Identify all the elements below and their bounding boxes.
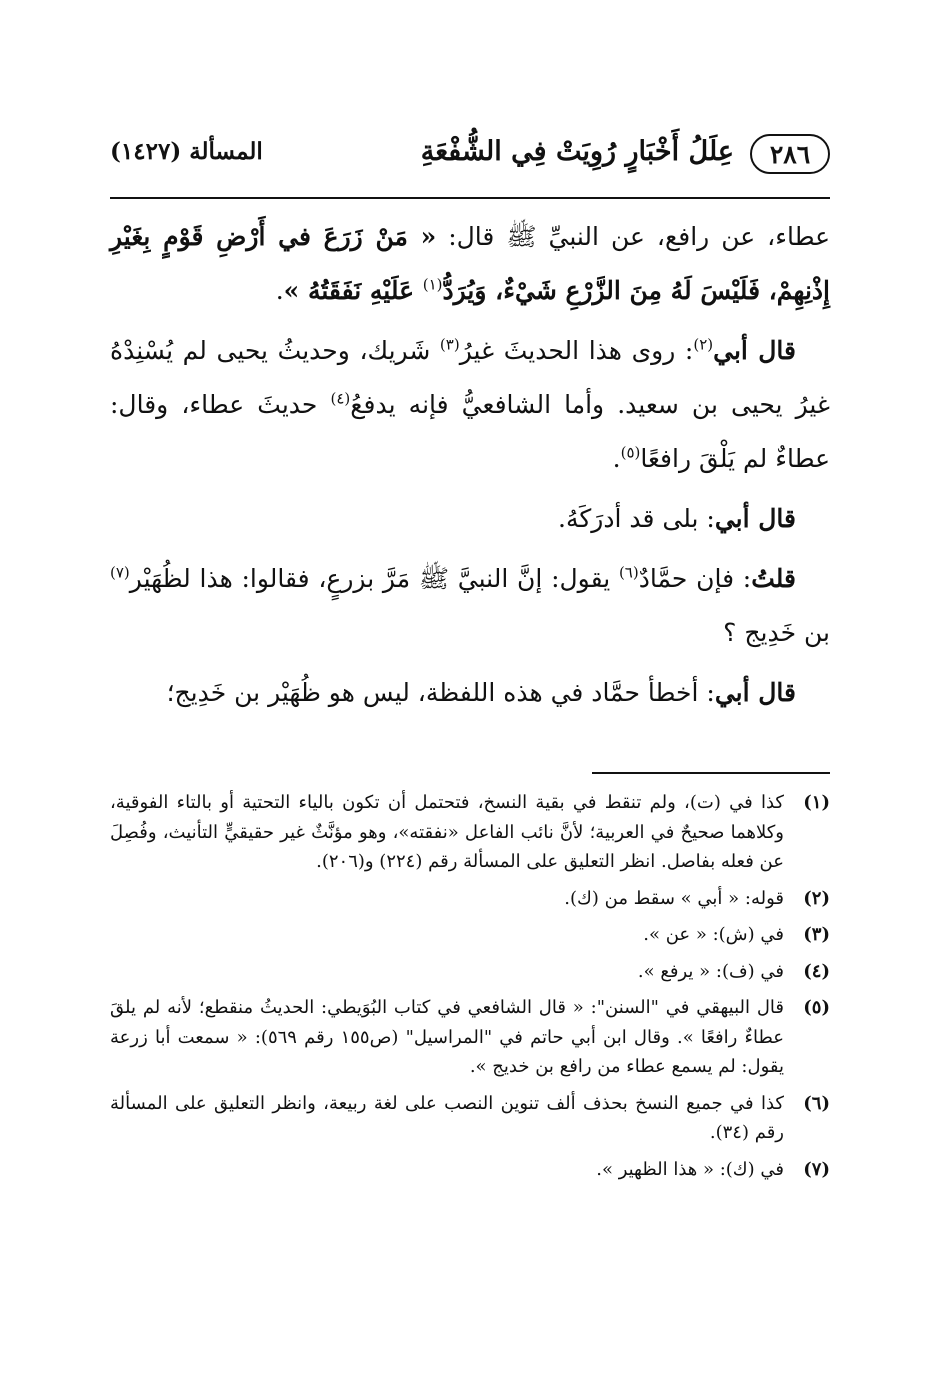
footnote-text: في (ف): « يرفع ».	[637, 960, 784, 982]
footnote-ref-4: (٤)	[330, 389, 351, 408]
book-title: عِلَلُ أَخْبَارٍ رُوِيَتْ فِي الشُّفْعَةِ	[420, 136, 734, 167]
paragraph-3	[110, 492, 830, 546]
text-run: بن خَدِيج ؟	[723, 618, 830, 647]
main-text	[110, 210, 830, 726]
footnote-ref-1: (١)	[422, 275, 443, 294]
speaker-label: قلتُ	[751, 564, 796, 593]
text-run: شَريك، وحديثُ يحيى لم يُسْنِدْهُ غيرُ يحيى بن سعيد. وأما الشافعيُّ فإنه يدفعُ	[110, 336, 830, 419]
text-run: : فإن حمَّادٌ	[638, 564, 752, 593]
footnote-number: (٤)	[803, 960, 830, 982]
footnote-number: (٣)	[803, 924, 830, 945]
footnote-text: كذا في (ت)، ولم تنقط في بقية النسخ، فتحتمل أن تكون بالياء التحتية أو بالتاء الفوقية، وكلاهما صحيحٌ في العربية؛ لأنَّ نائب الفاعل «نفقته»، وهو مؤنَّثٌ غير حقيقيٍّ التأنيث، وفُصِلَ عن فعله بفاصل. انظر التعليق على المسألة رقم (٢٢٤) و(٢٠٦).	[110, 792, 784, 872]
speaker-label: قال أبي	[713, 336, 796, 365]
issue-number: المسألة (١٤٢٧)	[110, 138, 263, 165]
footnote-ref-5: (٥)	[620, 443, 641, 462]
text-run: : أخطأ حمَّاد في هذه اللفظة، ليس هو ظُهَيْر بن خَدِيج؛	[166, 678, 715, 707]
footnote-item	[110, 957, 830, 987]
text-run: حديثَ عطاء، وقال: عطاءٌ لم يَلْقَ رافعًا	[110, 390, 830, 473]
footnote-item	[110, 993, 830, 1082]
text-run: عطاء، عن رافع، عن النبيِّ ﷺ قال:	[436, 222, 830, 251]
text-run: : بلى قد أدرَكَهُ.	[558, 504, 715, 533]
text-run: يقول: إنَّ النبيَّ ﷺ مَرَّ بزرعٍ، فقالوا: هذا لظُهَيْر	[129, 564, 619, 593]
footnote-number: (٥)	[803, 997, 830, 1018]
hadith-quote: « مَنْ زَرَعَ في أَرْضِ قَوْمٍ بِغَيْرِ إِذْنِهِمْ، فَلَيْسَ لَهُ مِنَ الزَّرْعِ شَيْءٌ، وَيُرَدُّ	[110, 222, 830, 305]
footnote-item	[110, 1155, 830, 1185]
footnote-item	[110, 788, 830, 877]
footnote-ref-6: (٦)	[618, 563, 639, 582]
footnote-text: في (ك): « هذا الظهير ».	[596, 1158, 784, 1180]
footnote-item	[110, 920, 830, 950]
footnote-text: في (ش): « عن ».	[643, 924, 784, 945]
footnote-number: (٢)	[803, 887, 830, 909]
footnotes	[110, 788, 830, 1191]
footnote-number: (١)	[803, 792, 830, 813]
running-header	[110, 128, 830, 184]
speaker-label: قال أبي	[714, 678, 796, 707]
footnote-number: (٦)	[803, 1092, 830, 1114]
header-divider	[110, 197, 830, 199]
footnote-number: (٧)	[803, 1158, 830, 1180]
speaker-label: قال أبي	[714, 504, 796, 533]
footnote-ref-3: (٣)	[439, 335, 460, 354]
hadith-quote-end: عَلَيْهِ نَفَقَتُهُ »	[283, 276, 423, 305]
footnote-separator	[592, 772, 830, 774]
footnote-text: كذا في جميع النسخ بحذف ألف تنوين النصب على لغة ربيعة، وانظر التعليق على المسألة رقم (٣٤).	[110, 1092, 784, 1143]
footnote-ref-2: (٢)	[693, 335, 714, 354]
footnote-text: قال البيهقي في "السنن": « قال الشافعي في كتاب البُوَيطي: الحديثُ منقطع؛ لأنه لم يلقَ عطاءٌ رافعًا ». وقال ابن أبي حاتم في "المراسيل" (ص١٥٥ رقم ٥٦٩): « سمعت أبا زرعة يقول: لم يسمع عطاء من رافع بن خديج ».	[110, 997, 784, 1077]
footnote-item	[110, 884, 830, 914]
paragraph-2	[110, 324, 830, 486]
paragraph-4	[110, 552, 830, 660]
text-run: .	[612, 444, 621, 473]
page-number: ٢٨٦	[750, 134, 830, 174]
text-run: .	[275, 276, 284, 305]
paragraph-1	[110, 210, 830, 318]
footnote-text: قوله: « أبي » سقط من (ك).	[564, 887, 784, 909]
paragraph-5	[110, 666, 830, 720]
text-run: : روى هذا الحديثَ غيرُ	[459, 336, 694, 365]
footnote-item	[110, 1089, 830, 1148]
footnote-ref-7: (٧)	[110, 563, 130, 582]
